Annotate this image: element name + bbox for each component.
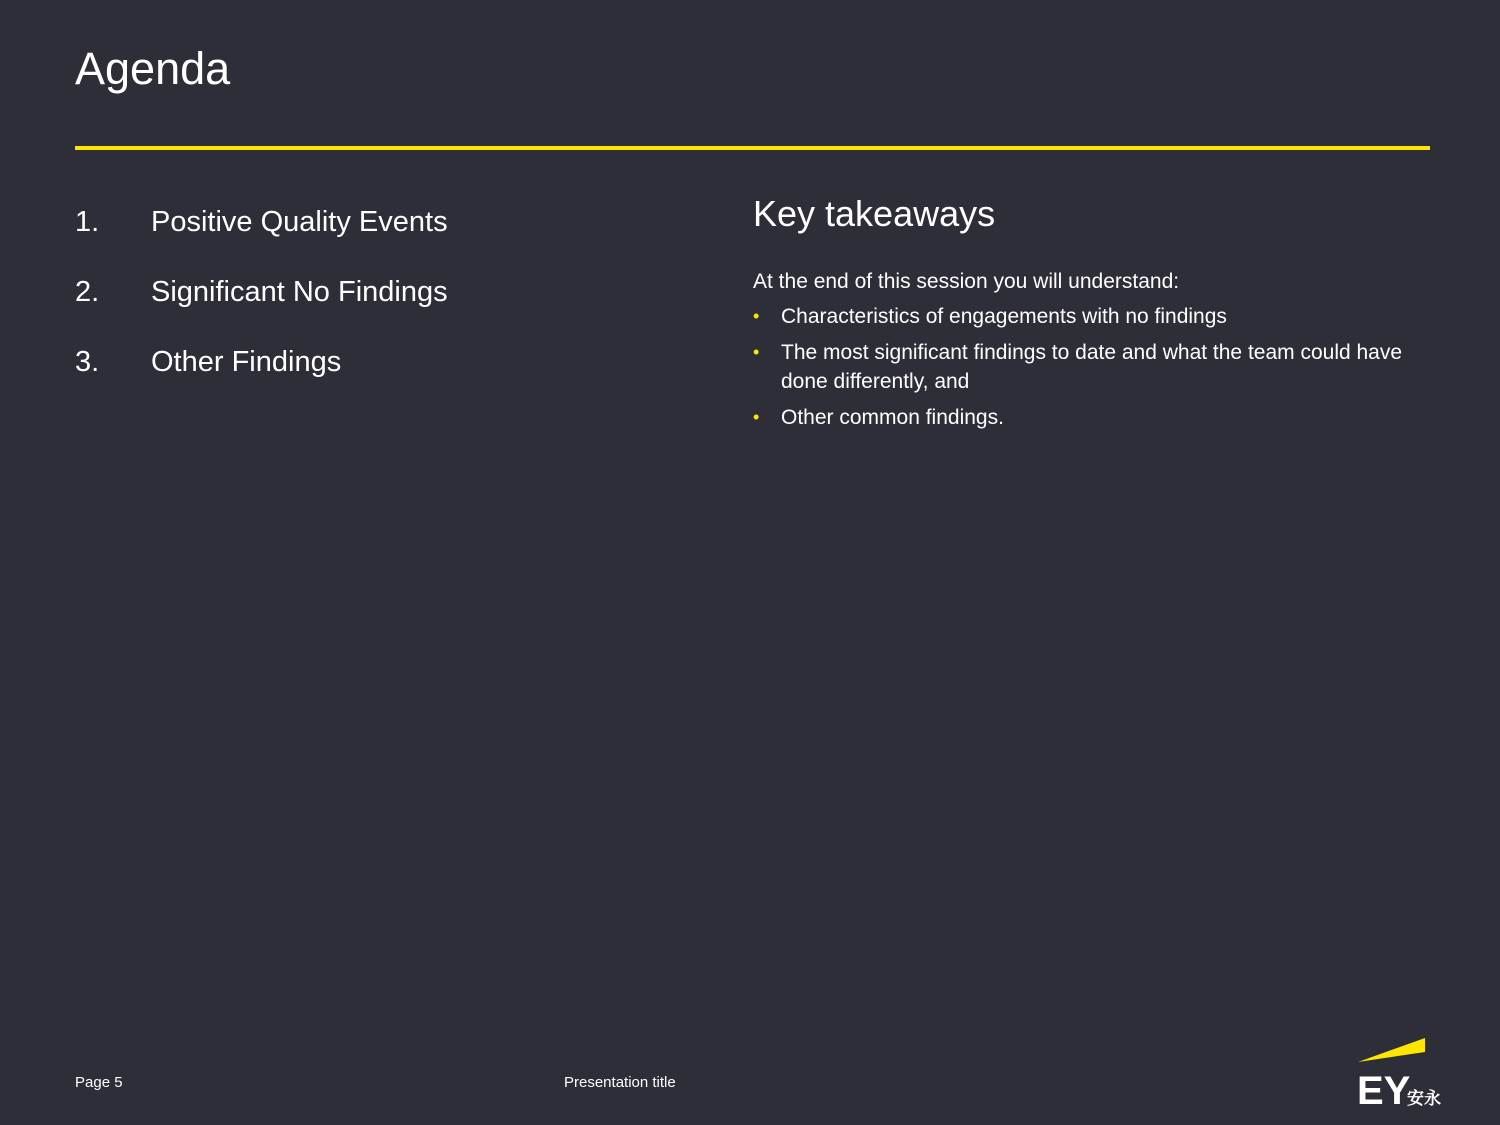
key-takeaways-heading: Key takeaways xyxy=(753,193,996,234)
agenda-item-label: Significant No Findings xyxy=(151,276,448,308)
agenda-item xyxy=(75,340,675,385)
takeaway-bullet xyxy=(753,338,1433,396)
agenda-item-label: Positive Quality Events xyxy=(151,206,448,238)
takeaway-text: The most significant findings to date and what the team could have done differently, and xyxy=(781,341,1403,393)
agenda-item-number: 2. xyxy=(75,276,100,308)
footer-presentation-title: Presentation title xyxy=(564,1074,676,1091)
takeaways-intro: At the end of this session you will understand: xyxy=(753,270,1180,293)
bullet-dot-icon: • xyxy=(753,407,760,427)
logo-text: EY xyxy=(1357,1069,1411,1111)
key-takeaways-panel xyxy=(753,190,1433,439)
ey-logo-icon xyxy=(1352,1036,1447,1111)
takeaway-bullet xyxy=(753,403,1433,432)
title-divider xyxy=(75,146,1430,150)
bullet-dot-icon: • xyxy=(753,306,760,326)
slide-title: Agenda xyxy=(75,43,231,94)
takeaway-text: Characteristics of engagements with no findings xyxy=(781,305,1227,328)
takeaways-bullet-list xyxy=(753,302,1433,432)
footer-page-number: Page 5 xyxy=(75,1074,123,1091)
logo-beam xyxy=(1358,1038,1425,1062)
takeaway-text: Other common findings. xyxy=(781,406,1004,429)
takeaway-bullet xyxy=(753,302,1433,331)
agenda-item xyxy=(75,200,675,245)
logo-cjk-text: 安永 xyxy=(1407,1089,1441,1109)
agenda-item xyxy=(75,270,675,315)
agenda-item-number: 3. xyxy=(75,346,100,378)
bullet-dot-icon: • xyxy=(753,342,760,362)
agenda-item-number: 1. xyxy=(75,206,100,238)
agenda-list xyxy=(75,200,675,410)
agenda-item-label: Other Findings xyxy=(151,346,342,378)
